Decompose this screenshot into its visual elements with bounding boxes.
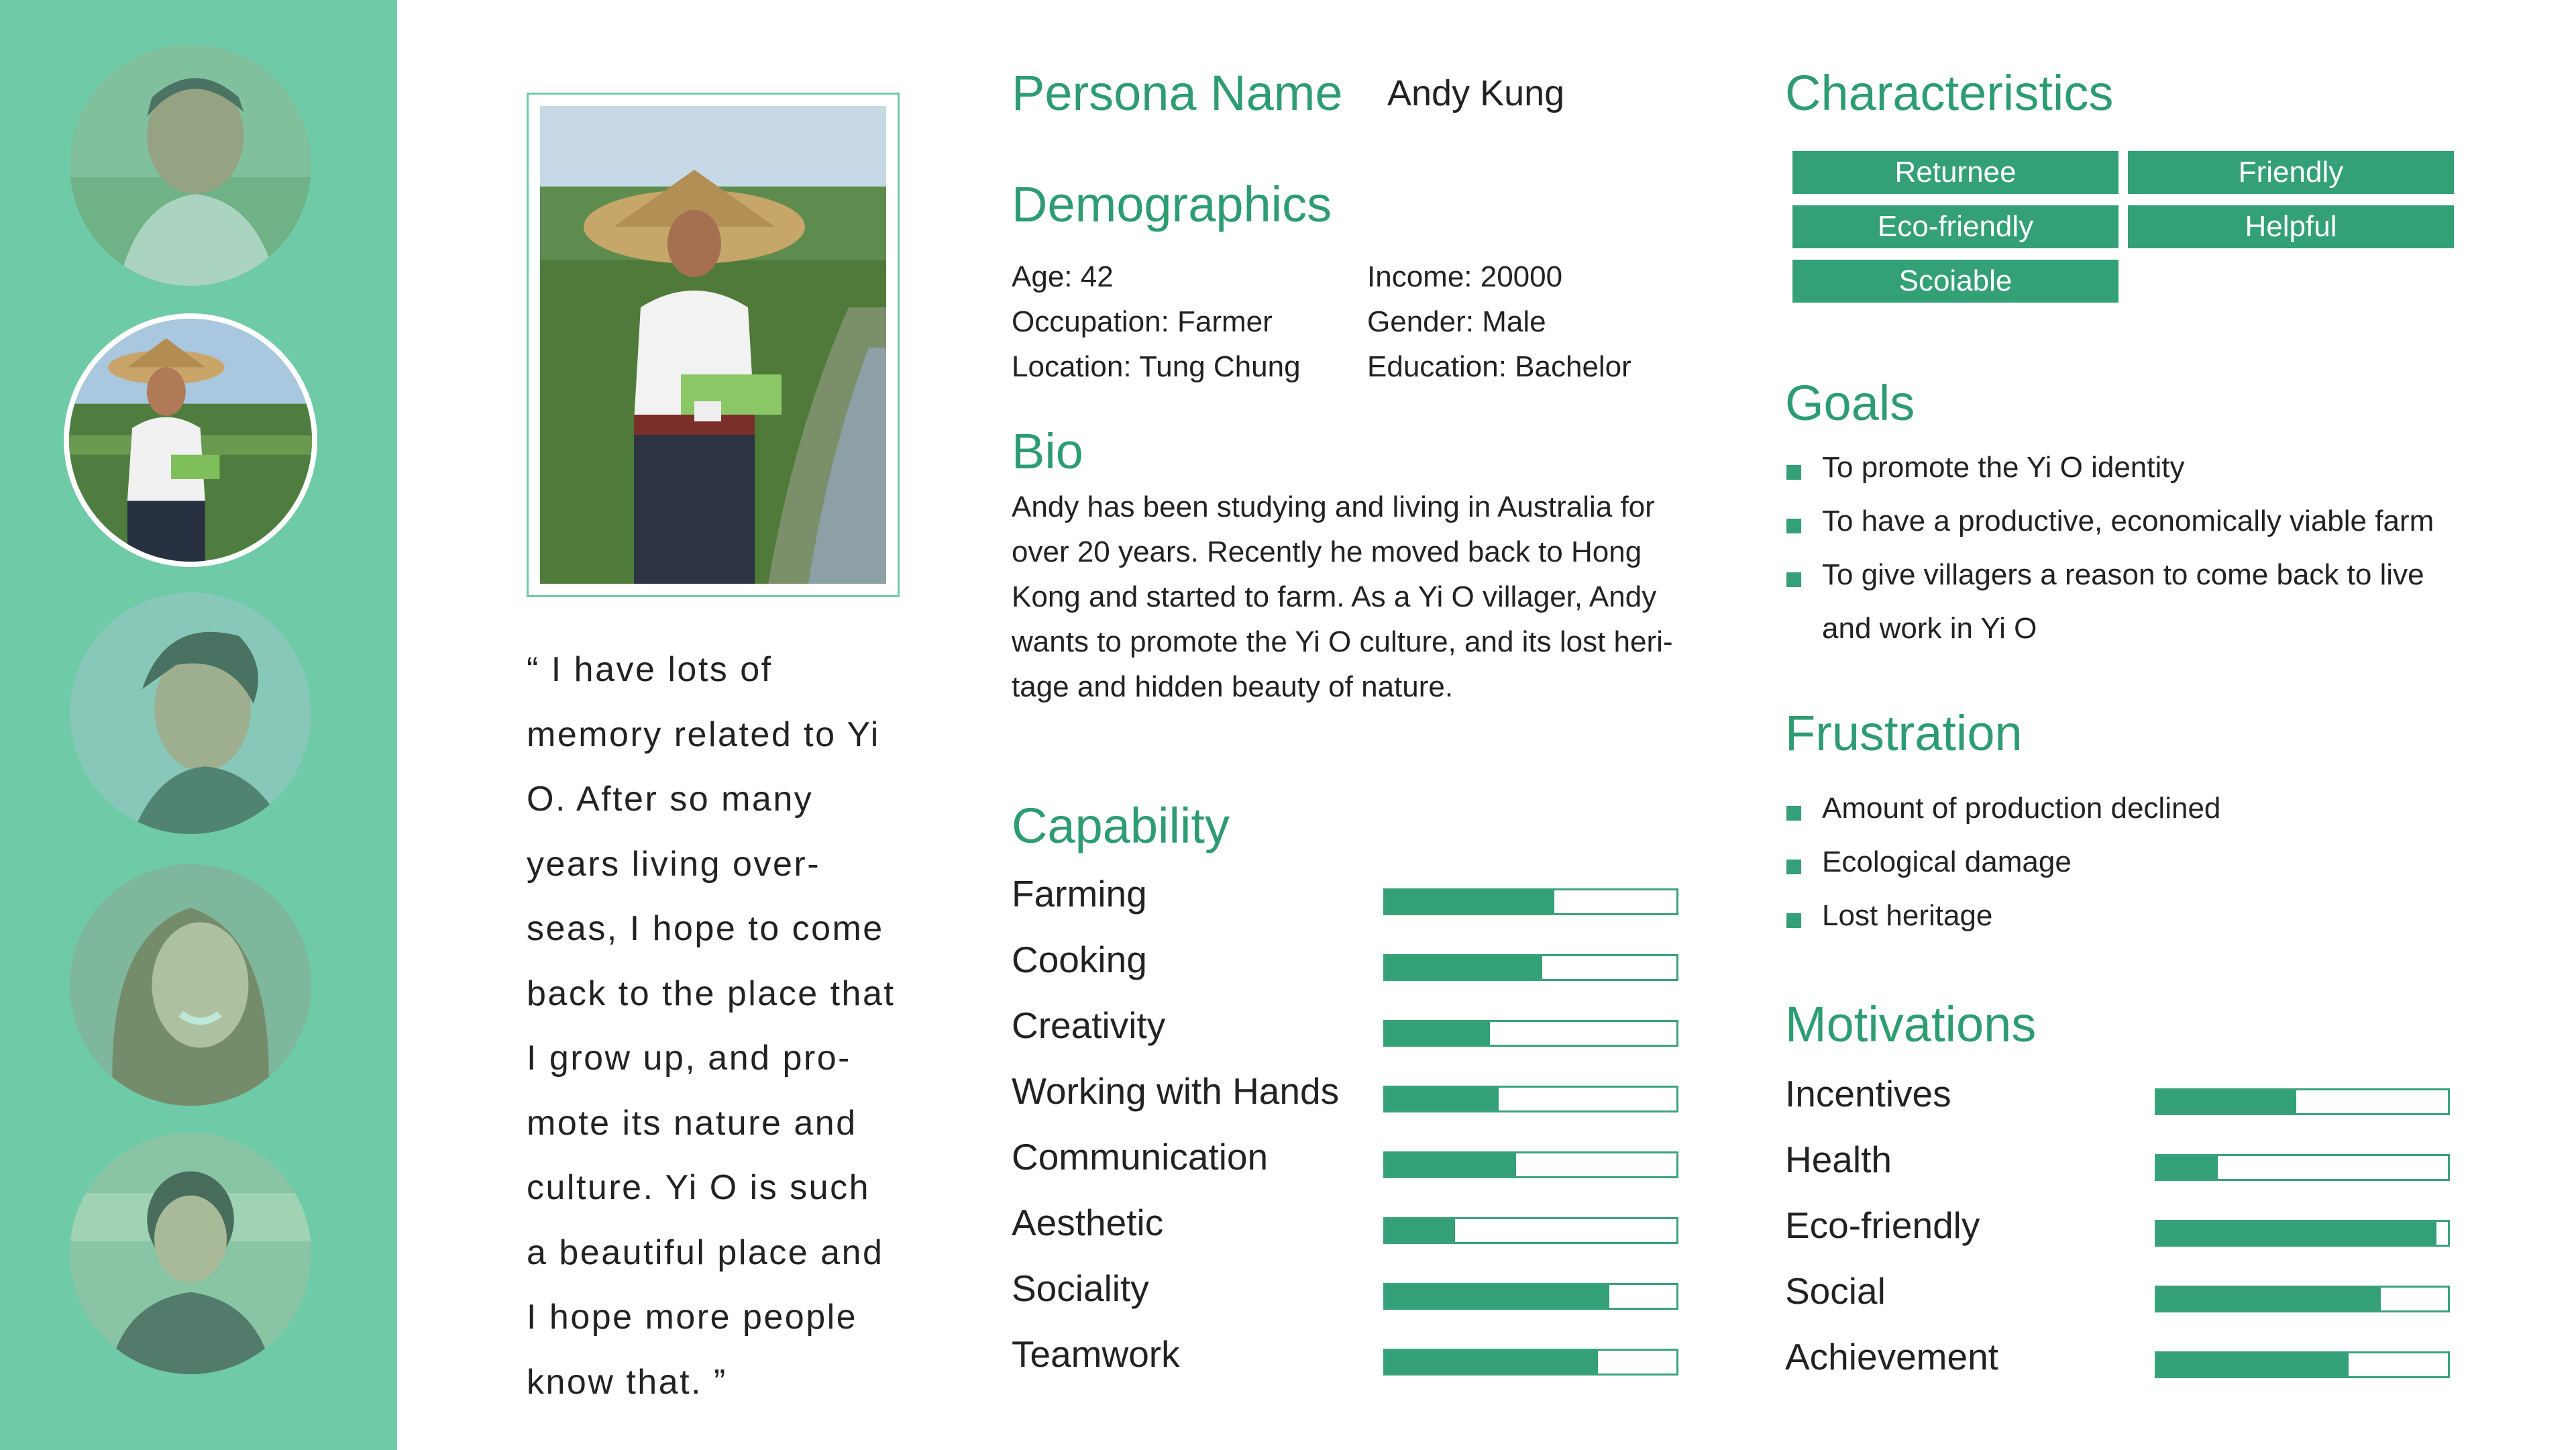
- demographics-gender: Gender: Male: [1367, 305, 1546, 338]
- motivations-bar: [2155, 1088, 2450, 1115]
- capability-bar: [1383, 954, 1678, 981]
- characteristic-tag: Eco-friendly: [1792, 205, 2118, 248]
- motivations-bar: [2155, 1351, 2450, 1378]
- persona-photo-frame: [527, 93, 900, 597]
- motivations-label: Social: [1785, 1270, 1886, 1312]
- motivations-bar-fill: [2157, 1156, 2218, 1179]
- capability-label: Cooking: [1012, 939, 1147, 980]
- demographics-age: Age: 42: [1012, 260, 1114, 293]
- capability-bar-fill: [1385, 956, 1542, 979]
- bullet-square-icon: [1786, 860, 1801, 874]
- frustration-heading: Frustration: [1785, 705, 2023, 761]
- capability-label: Teamwork: [1012, 1333, 1180, 1375]
- motivations-bar: [2155, 1286, 2450, 1312]
- motivations-bar: [2155, 1154, 2450, 1181]
- motivations-bar-fill: [2157, 1288, 2381, 1310]
- capability-bar: [1383, 1086, 1678, 1112]
- bio-heading: Bio: [1012, 423, 1083, 479]
- bullet-square-icon: [1786, 913, 1801, 928]
- capability-bar-fill: [1385, 1351, 1598, 1374]
- characteristic-tag: Helpful: [2128, 205, 2454, 248]
- characteristic-tag: Scoiable: [1792, 260, 2118, 303]
- avatar-persona-andy[interactable]: [64, 313, 317, 567]
- motivations-label: Health: [1785, 1139, 1892, 1180]
- motivations-label: Achievement: [1785, 1336, 1998, 1378]
- capability-bar: [1383, 1020, 1678, 1047]
- capability-label: Communication: [1012, 1136, 1269, 1178]
- capability-bar-fill: [1385, 1285, 1609, 1308]
- persona-name-heading: Persona Name: [1012, 65, 1343, 121]
- goal-item: To give villagers a reason to come back to live: [1822, 558, 2424, 591]
- demographics-occupation: Occupation: Farmer: [1012, 305, 1273, 338]
- motivations-bar-fill: [2157, 1222, 2436, 1245]
- demographics-education: Education: Bachelor: [1367, 350, 1631, 383]
- capability-bar-fill: [1385, 1022, 1490, 1045]
- capability-bar-fill: [1385, 1219, 1455, 1242]
- capability-heading: Capability: [1012, 798, 1230, 853]
- motivations-label: Eco-friendly: [1785, 1204, 1980, 1246]
- avatar-persona-older-woman[interactable]: [70, 1133, 311, 1374]
- capability-label: Creativity: [1012, 1004, 1166, 1046]
- capability-bar-fill: [1385, 1153, 1516, 1176]
- capability-bar: [1383, 1283, 1678, 1310]
- motivations-heading: Motivations: [1785, 996, 2037, 1052]
- capability-bar: [1383, 888, 1678, 915]
- frustration-item: Amount of production declined: [1822, 792, 2221, 825]
- motivations-bar-fill: [2157, 1090, 2296, 1113]
- demographics-location: Location: Tung Chung: [1012, 350, 1301, 383]
- goal-item: To have a productive, economically viable farm: [1822, 505, 2434, 537]
- motivations-label: Incentives: [1785, 1073, 1951, 1115]
- capability-label: Farming: [1012, 873, 1147, 915]
- avatar-persona-young-woman[interactable]: [70, 864, 311, 1106]
- bullet-square-icon: [1786, 806, 1801, 821]
- avatar-persona-young-man[interactable]: [70, 592, 311, 834]
- bullet-square-icon: [1786, 519, 1801, 533]
- persona-portrait-image: [540, 106, 886, 584]
- characteristic-tag: Friendly: [2128, 151, 2454, 194]
- persona-quote: “ I have lots of memory related to Yi O. After so many years living over-seas, I hope to come back to the place that I grow up, and pro-mote its nature and culture. Yi O is such a beautiful place and I hope more people know that. ”: [527, 650, 896, 1402]
- bullet-square-icon: [1786, 572, 1801, 587]
- demographics-heading: Demographics: [1012, 176, 1332, 232]
- characteristics-heading: Characteristics: [1785, 65, 2114, 121]
- motivations-bar: [2155, 1220, 2450, 1247]
- capability-bar: [1383, 1151, 1678, 1178]
- motivations-bar-fill: [2157, 1353, 2349, 1376]
- goal-item-continued: and work in Yi O: [1822, 612, 2037, 645]
- characteristic-tag: Returnee: [1792, 151, 2118, 194]
- capability-bar: [1383, 1217, 1678, 1244]
- goal-item: To promote the Yi O identity: [1822, 451, 2185, 484]
- bullet-square-icon: [1786, 465, 1801, 480]
- frustration-item: Lost heritage: [1822, 899, 1993, 932]
- bio-text: Andy has been studying and living in Australia for over 20 years. Recently he moved back to Hong Kong and started to farm. As a Yi O villager, Andy wants to promote the Yi O culture, and its lost heri-tage and hidden beauty of nature.: [1012, 490, 1673, 703]
- capability-bar: [1383, 1349, 1678, 1376]
- capability-bar-fill: [1385, 1088, 1499, 1110]
- capability-bar-fill: [1385, 890, 1554, 913]
- capability-label: Sociality: [1012, 1267, 1149, 1309]
- goals-heading: Goals: [1785, 375, 1915, 431]
- frustration-item: Ecological damage: [1822, 845, 2072, 878]
- persona-sidebar: [0, 0, 397, 1450]
- avatar-persona-older-man[interactable]: [70, 44, 311, 286]
- persona-name-value: Andy Kung: [1387, 73, 1565, 113]
- capability-label: Working with Hands: [1012, 1070, 1340, 1112]
- capability-label: Aesthetic: [1012, 1202, 1164, 1243]
- demographics-income: Income: 20000: [1367, 260, 1563, 293]
